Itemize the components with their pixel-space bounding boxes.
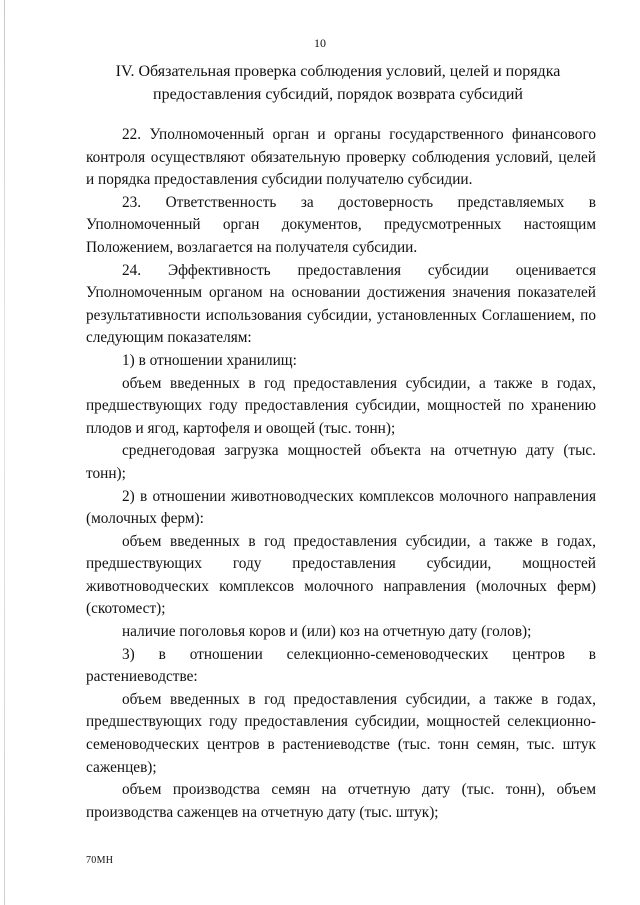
list-item-storage: 1) в отношении хранилищ: — [122, 351, 297, 369]
list-item-dairy: 2) в отношении животноводческих комплексов молочного направления (молочных ферм): — [86, 487, 596, 528]
indicator-dairy-livestock: наличие поголовья коров и (или) коз на отчетную дату (голов); — [122, 623, 532, 641]
indicator-storage-capacity: объем введенных в год предоставления субсидии, а также в годах, предшествующих году предоставления субсидии, мощностей по хранению плодов и ягод, картофеля и овощей (тыс. тонн); — [86, 374, 596, 437]
document-body — [86, 124, 596, 824]
scan-edge-line — [4, 0, 5, 905]
paragraph-22: 22. Уполномоченный орган и органы государственного финансового контроля осуществляют обязательную проверку соблюдения условий, целей и порядка предоставления субсидии получателю субсидии. — [86, 126, 596, 189]
indicator-dairy-capacity: объем введенных в год предоставления субсидии, а также в годах, предшествующих году предоставления субсидии, мощностей животноводческих комплексов молочного направления (молочных ферм) (скотомест); — [86, 532, 596, 618]
footer-code: 70МН — [86, 855, 114, 866]
list-item-seed-centers: 3) в отношении селекционно-семеноводческих центров в растениеводстве: — [86, 645, 596, 686]
page-number: 10 — [314, 36, 326, 50]
paragraph-23: 23. Ответственность за достоверность представляемых в Уполномоченный орган документов, предусмотренных настоящим Положением, возлагается на получателя субсидии. — [86, 193, 596, 256]
paragraph-24: 24. Эффективность предоставления субсидии оценивается Уполномоченным органом на основании достижения значения показателей результативности использования субсидии, установленных Соглашением, по следующим показателям: — [86, 261, 596, 347]
section-heading: IV. Обязательная проверка соблюдения условий, целей и порядка предоставления субсидий, порядок возврата субсидий — [115, 63, 561, 103]
indicator-storage-load: среднегодовая загрузка мощностей объекта на отчетную дату (тыс. тонн); — [86, 442, 596, 482]
indicator-seed-production: объем производства семян на отчетную дату (тыс. тонн), объем производства саженцев на отчетную дату (тыс. штук); — [86, 781, 596, 821]
indicator-seed-capacity: объем введенных в год предоставления субсидии, а также в годах, предшествующих году предоставления субсидии, мощностей селекционно-семеноводческих центров в растениеводстве (тыс. тонн семян, тыс. штук саженцев); — [86, 690, 596, 776]
